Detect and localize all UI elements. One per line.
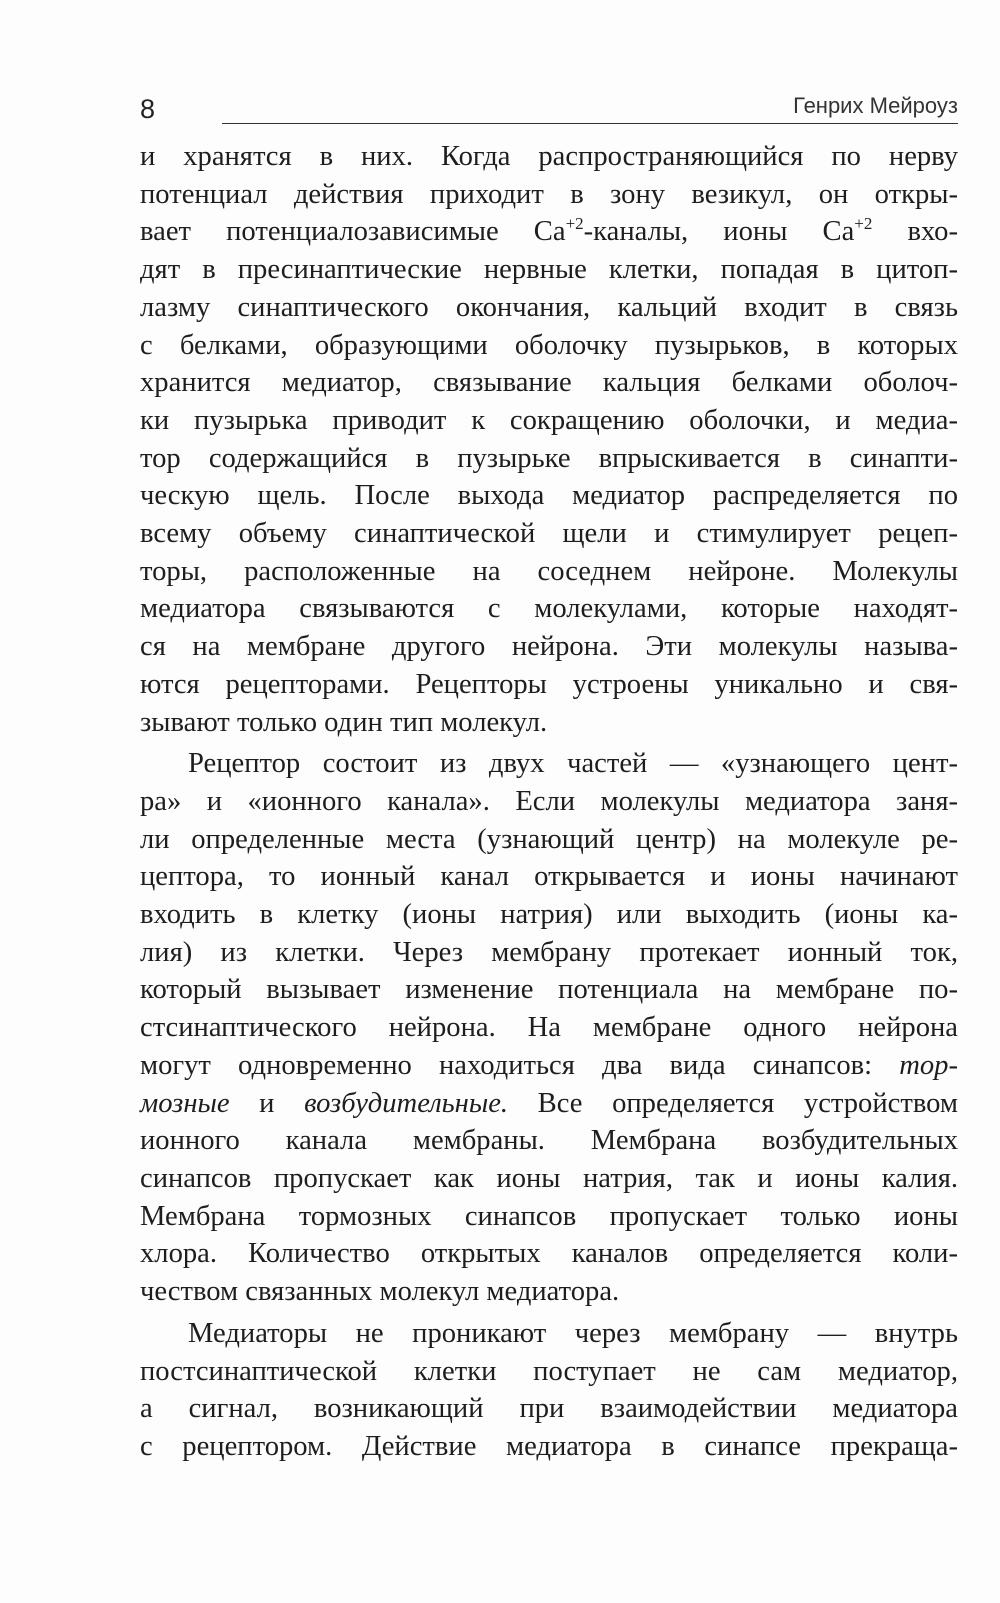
text-line: ческую щель. После выхода медиатор распределяется по <box>140 480 958 512</box>
text-line: стсинаптического нейрона. На мембране одного нейрона <box>140 1012 958 1044</box>
italic-term: возбудительные. <box>304 1087 509 1119</box>
text-line <box>140 1085 958 1123</box>
text-line: цептора, то ионный канал открывается и ионы начинают <box>140 861 958 893</box>
text-line: зывают только один тип молекул. <box>140 706 548 738</box>
page-number: 8 <box>140 94 156 124</box>
text-line <box>140 1047 958 1085</box>
text-line: Рецептор состоит из двух частей — «узнающего цент- <box>188 748 958 780</box>
paragraph <box>140 745 958 1311</box>
text-run: -каналы, ионы Ca <box>583 216 855 248</box>
text-line: а сигнал, возникающий при взаимодействии медиатора <box>140 1393 958 1425</box>
text-line: постсинаптической клетки поступает не сам медиатор, <box>140 1355 958 1387</box>
text-line: с белками, образующими оболочку пузырьков, в которых <box>140 329 958 361</box>
body-text <box>140 138 958 1466</box>
superscript: +2 <box>565 214 584 234</box>
text-line: синапсов пропускает как ионы натрия, так и ионы калия. <box>140 1162 958 1194</box>
text-line: всему объему синаптической щели и стимулирует рецеп- <box>140 518 958 550</box>
text-line: который вызывает изменение потенциала на мембране по- <box>140 974 958 1006</box>
superscript: +2 <box>854 214 873 234</box>
text-line: ионного канала мембраны. Мембрана возбудительных <box>140 1125 958 1157</box>
running-head <box>140 92 958 132</box>
text-line: ра» и «ионного канала». Если молекулы медиатора заня- <box>140 785 958 817</box>
text-line: дят в пресинаптические нервные клетки, попадая в цитоп- <box>140 254 958 286</box>
paragraph <box>140 1315 958 1466</box>
text-line: чеством связанных молекул медиатора. <box>140 1276 620 1308</box>
text-line: входить в клетку (ионы натрия) или выходить (ионы ка- <box>140 899 958 931</box>
text-line: с рецептором. Действие медиатора в синапсе прекраща- <box>140 1430 958 1462</box>
paragraph <box>140 138 958 741</box>
text-line: и хранятся в них. Когда распространяющийся по нерву <box>140 141 958 172</box>
text-line <box>140 213 958 251</box>
text-run: вает потенциалозависимые Ca <box>140 216 566 248</box>
italic-term: мозные <box>140 1087 230 1119</box>
text-line: лия) из клетки. Через мембрану протекает ионный ток, <box>140 936 958 968</box>
text-line: медиатора связываются с молекулами, которые находят- <box>140 593 958 625</box>
text-line: ются рецепторами. Рецепторы устроены уникально и свя- <box>140 668 958 700</box>
text-line: тор содержащийся в пузырьке впрыскивается в синапти- <box>140 442 958 474</box>
text-run: Все определяется устройством <box>508 1087 958 1119</box>
running-head-author: Генрих Мейроуз <box>793 93 958 118</box>
text-line: ся на мембране другого нейрона. Эти молекулы называ- <box>140 631 958 663</box>
text-line: хлора. Количество открытых каналов определяется коли- <box>140 1238 958 1270</box>
text-line: ли определенные места (узнающий центр) на молекуле ре- <box>140 823 958 855</box>
text-line: Медиаторы не проникают через мембрану — внутрь <box>188 1317 958 1349</box>
header-rule <box>222 123 958 124</box>
text-line: лазму синаптического окончания, кальций входит в связь <box>140 291 958 323</box>
text-line: Мембрана тормозных синапсов пропускает только ионы <box>140 1200 958 1232</box>
text-line: ки пузырька приводит к сокращению оболочки, и медиа- <box>140 404 958 436</box>
text-run: могут одновременно находиться два вида синапсов: <box>140 1049 900 1081</box>
text-run: и <box>229 1087 305 1119</box>
text-line: торы, расположенные на соседнем нейроне. Молекулы <box>140 555 958 587</box>
text-line: потенциал действия приходит в зону везикул, он откры- <box>140 178 958 210</box>
text-run: вхо- <box>872 216 958 248</box>
italic-term: тор- <box>899 1049 958 1081</box>
text-line: хранится медиатор, связывание кальция белками оболоч- <box>140 367 958 399</box>
